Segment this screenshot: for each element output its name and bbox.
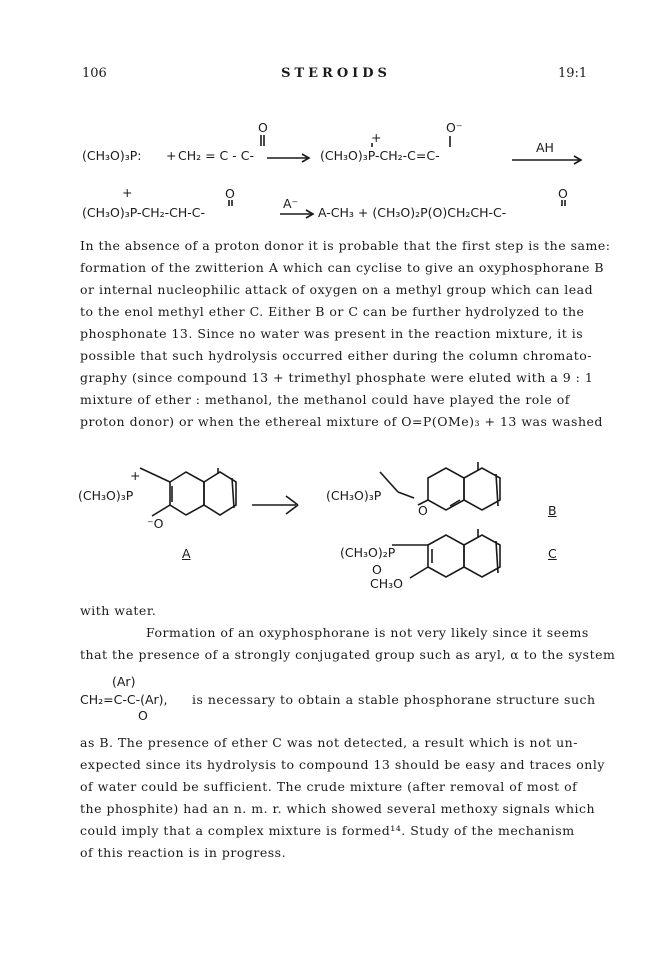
text-line: Formation of an oxyphosphorane is not very likely since it seems xyxy=(146,625,589,640)
reagent-ah: AH xyxy=(536,140,554,155)
reagent-a-minus: A⁻ xyxy=(283,196,299,211)
structure-c-label: C xyxy=(548,546,557,561)
phosphonium-formula: (CH₃O)₃P-CH₂-CH-C- xyxy=(82,205,206,220)
structure-c-group: (CH₃O)₂P xyxy=(340,545,396,560)
phosphonium-plus: + xyxy=(122,185,133,200)
structure-a xyxy=(140,468,236,516)
structure-c xyxy=(392,529,500,578)
text-line: possible that such hydrolysis occurred either during the column chromato- xyxy=(80,348,593,363)
zwitterion-o-minus: O⁻ xyxy=(446,120,463,135)
paragraph-2-continued xyxy=(80,732,646,864)
text-line: with water. xyxy=(80,603,157,618)
text-line: that the presence of a strongly conjugated group such as aryl, α to the system xyxy=(80,647,616,662)
structure-c-methoxy: CH₃O xyxy=(370,576,403,591)
text-line: of this reaction is in progress. xyxy=(80,845,287,860)
structure-b-label: B xyxy=(548,503,557,518)
paragraph-2 xyxy=(80,600,646,666)
zwitterion-plus: + xyxy=(371,130,382,145)
reactant-phosphite: (CH₃O)₃P: xyxy=(82,148,142,163)
inline-formula-oxygen: O xyxy=(138,708,148,723)
structure-a-label: A xyxy=(182,546,191,561)
structure-b-oxygen: O xyxy=(418,503,428,518)
products-formula: A-CH₃ + (CH₃O)₂P(O)CH₂CH-C- xyxy=(318,205,507,220)
text-line: to the enol methyl ether C. Either B or C can be further hydrolyzed to the xyxy=(80,304,585,319)
carbonyl-oxygen: O xyxy=(258,120,268,135)
phosphonium-oxygen: O xyxy=(225,186,235,201)
structure-a-group: (CH₃O)₃P xyxy=(78,488,134,503)
zwitterion-formula: (CH₃O)₃P-CH₂-C=C- xyxy=(320,148,440,163)
reactant-enone: CH₂ = C - C- xyxy=(178,148,254,163)
text-line: as B. The presence of ether C was not detected, a result which is not un- xyxy=(80,735,578,750)
structure-b-group: (CH₃O)₃P xyxy=(326,488,382,503)
text-line: or internal nucleophilic attack of oxygen on a methyl group which can lead xyxy=(80,282,594,297)
page-number: 106 xyxy=(82,66,107,81)
journal-title: STEROIDS xyxy=(281,66,391,81)
text-line: proton donor) or when the ethereal mixture of O=P(OMe)₃ + 13 was washed xyxy=(80,414,603,429)
text-line: In the absence of a proton donor it is probable that the first step is the same: xyxy=(80,238,611,253)
text-line: expected since its hydrolysis to compound 13 should be easy and traces only xyxy=(80,757,605,772)
structure-b xyxy=(380,462,500,510)
inline-formula: CH₂=C-C-(Ar), xyxy=(80,692,168,707)
inline-formula-continuation xyxy=(192,689,652,711)
text-line: graphy (since compound 13 + trimethyl phosphate were eluted with a 9 : 1 xyxy=(80,370,594,385)
text-line: mixture of ether : methanol, the methanol could have played the role of xyxy=(80,392,570,407)
products-oxygen: O xyxy=(558,186,568,201)
text-line: is necessary to obtain a stable phosphorane structure such xyxy=(192,692,596,707)
structure-a-plus: + xyxy=(130,468,141,483)
issue-number: 19:1 xyxy=(558,66,588,81)
inline-formula-aryl: (Ar) xyxy=(112,674,136,689)
text-line: the phosphite) had an n. m. r. which showed several methoxy signals which xyxy=(80,801,596,816)
text-line: could imply that a complex mixture is formed¹⁴. Study of the mechanism xyxy=(80,823,575,838)
plus-sign: + xyxy=(166,148,177,163)
structure-c-oxygen: O xyxy=(372,562,382,577)
text-line: phosphonate 13. Since no water was present in the reaction mixture, it is xyxy=(80,326,584,341)
text-line: formation of the zwitterion A which can cyclise to give an oxyphosphorane B xyxy=(80,260,605,275)
structure-a-o-minus: ⁻O xyxy=(147,516,164,531)
text-line: of water could be sufficient. The crude mixture (after removal of most of xyxy=(80,779,578,794)
